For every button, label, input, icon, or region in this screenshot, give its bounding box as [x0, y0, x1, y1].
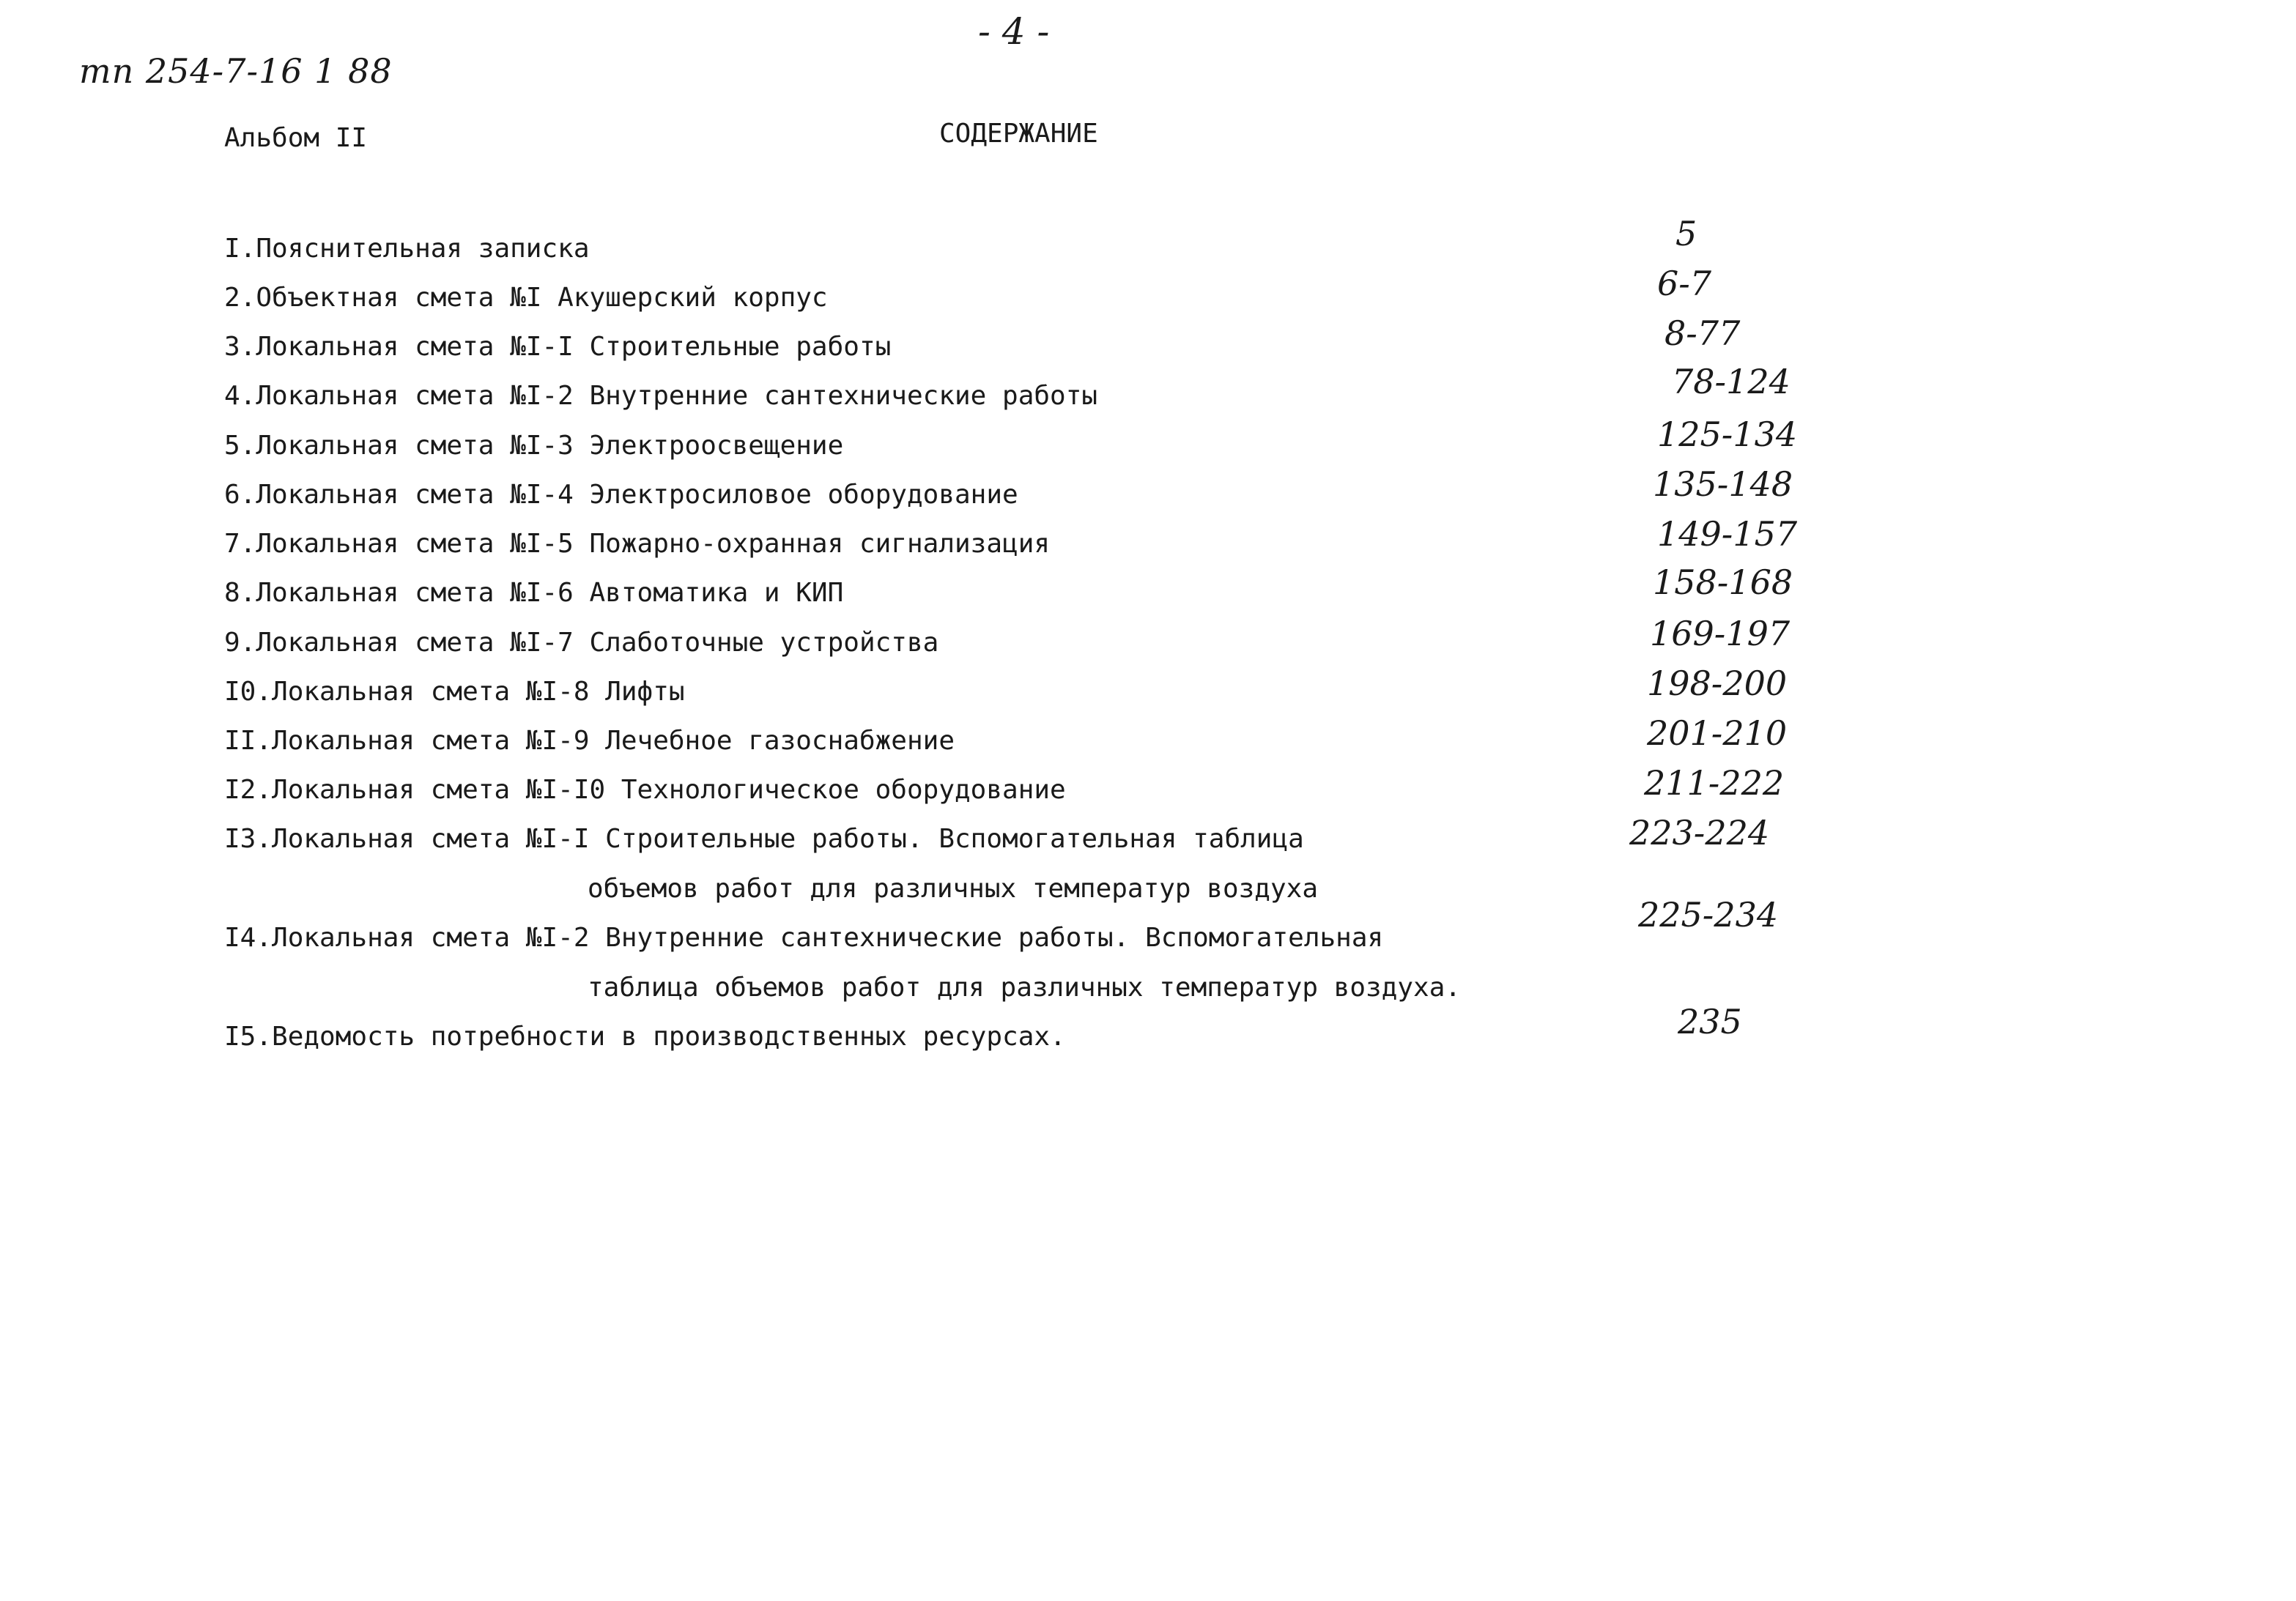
contents-entry-pages: 149-157: [1657, 514, 1798, 554]
contents-entry-title: 3.Локальная смета №I-I Строительные работы: [224, 332, 892, 362]
contents-entry-title: 8.Локальная смета №I-6 Автоматика и КИП: [224, 578, 844, 608]
contents-entry-title: I3.Локальная смета №I-I Строительные работы. Вспомогательная таблица: [224, 824, 1304, 854]
contents-entry-title: 9.Локальная смета №I-7 Слаботочные устройства: [224, 628, 939, 658]
contents-heading: СОДЕРЖАНИЕ: [939, 119, 1098, 149]
contents-entry-pages: 158-168: [1653, 562, 1793, 602]
contents-entry-pages: 6-7: [1657, 264, 1712, 303]
contents-entry-title: 7.Локальная смета №I-5 Пожарно-охранная сигнализация: [224, 529, 1051, 559]
contents-entry-pages: 5: [1675, 214, 1697, 253]
contents-entry-pages: 223-224: [1629, 813, 1770, 852]
contents-entry-continuation: таблица объемов работ для различных температур воздуха.: [588, 973, 1462, 1003]
contents-entry-title: 6.Локальная смета №I-4 Электросиловое оборудование: [224, 480, 1018, 510]
contents-entry-pages: 78-124: [1672, 362, 1790, 401]
contents-entry-pages: 198-200: [1647, 664, 1788, 703]
album-label: Альбом II: [224, 123, 368, 153]
contents-entry-title: I5.Ведомость потребности в производственных ресурсах.: [224, 1022, 1066, 1052]
contents-entry-title: 5.Локальная смета №I-3 Электроосвещение: [224, 431, 844, 461]
contents-entry-pages: 225-234: [1638, 895, 1779, 935]
contents-entry-pages: 201-210: [1647, 713, 1788, 753]
document-code: тп 254-7-16 1 88: [79, 51, 393, 91]
contents-entry-continuation: объемов работ для различных температур воздуха: [588, 874, 1318, 904]
contents-entry-title: II.Локальная смета №I-9 Лечебное газоснабжение: [224, 726, 955, 756]
contents-entry-pages: 135-148: [1653, 464, 1793, 504]
contents-entry-title: I4.Локальная смета №I-2 Внутренние сантехнические работы. Вспомогательная: [224, 923, 1384, 953]
contents-entry-pages: 235: [1678, 1002, 1742, 1041]
contents-entry-title: I0.Локальная смета №I-8 Лифты: [224, 677, 685, 707]
contents-entry-pages: 211-222: [1644, 763, 1785, 803]
contents-entry-title: I2.Локальная смета №I-I0 Технологическое оборудование: [224, 775, 1066, 805]
page-number: - 4 -: [978, 10, 1050, 53]
contents-entry-title: I.Пояснительная записка: [224, 234, 590, 264]
contents-entry-title: 4.Локальная смета №I-2 Внутренние сантехнические работы: [224, 381, 1098, 411]
contents-entry-pages: 8-77: [1664, 313, 1741, 353]
contents-entry-pages: 169-197: [1650, 614, 1790, 653]
contents-entry-title: 2.Объектная смета №I Акушерский корпус: [224, 283, 828, 313]
contents-entry-pages: 125-134: [1657, 415, 1798, 454]
